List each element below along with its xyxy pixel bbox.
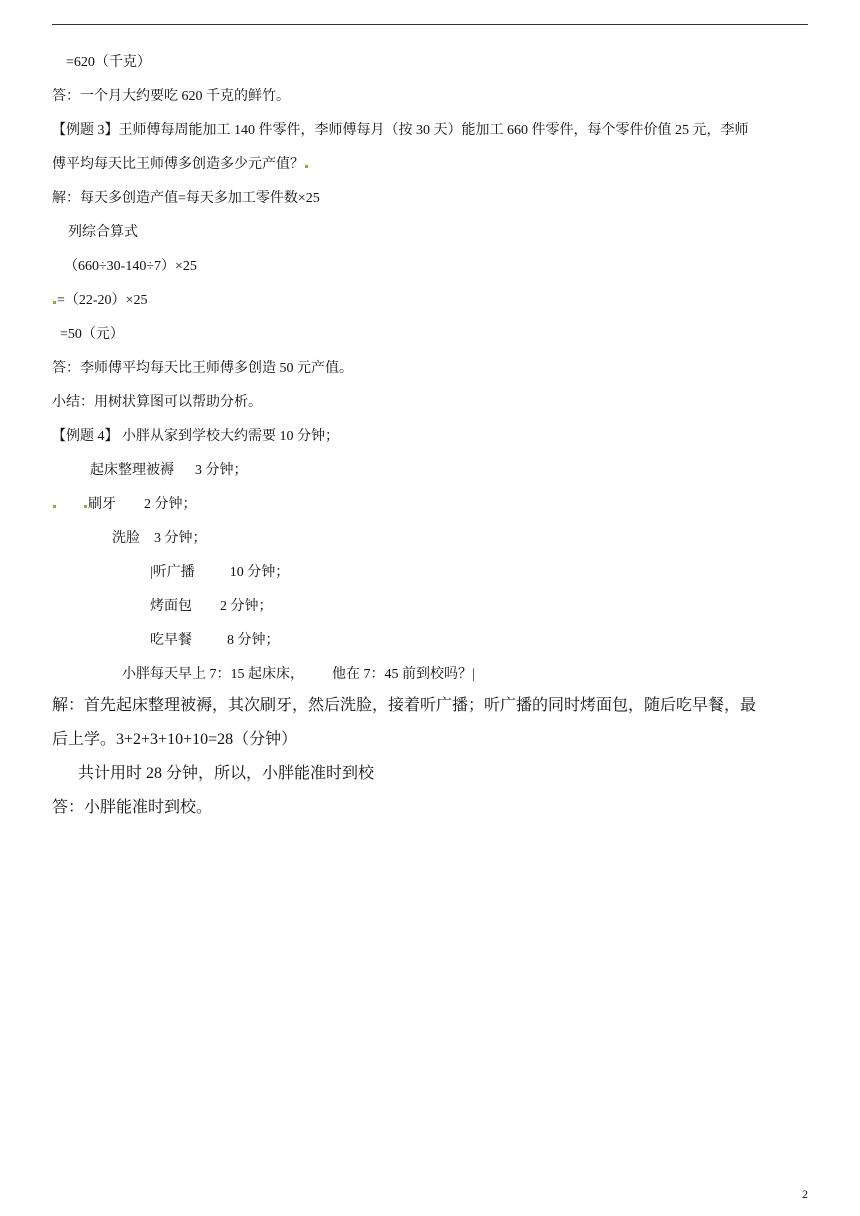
text-line: 解：首先起床整理被褥，其次刷牙，然后洗脸，接着听广播；听广播的同时烤面包，随后吃早餐，最	[52, 697, 757, 714]
text-line-with-mark	[52, 292, 147, 310]
text-line: =50（元）	[60, 327, 124, 342]
text-line: 【例题 3】王师傅每周能加工 140 件零件，李师傅每月（按 30 天）能加工 660 件零件，每个零件价值 25 元，李师	[52, 123, 749, 138]
page-number: 2	[802, 1187, 808, 1201]
text-line: 列综合算式	[68, 225, 138, 240]
text-span: 刷牙 2 分钟；	[88, 497, 197, 512]
text-line: 答：一个月大约要吃 620 千克的鲜竹。	[52, 89, 290, 104]
text-line-with-mark	[52, 496, 197, 514]
text-line: 烤面包 2 分钟；	[150, 599, 273, 614]
header-rule	[52, 24, 808, 25]
text-line: （660÷30-140÷7）×25	[64, 259, 197, 274]
stray-mark	[53, 301, 56, 304]
text-line: 小结：用树状算图可以帮助分析。	[52, 395, 262, 410]
stray-mark	[84, 505, 87, 508]
text-line: 吃早餐 8 分钟；	[150, 633, 280, 648]
text-span: =（22-20）×25	[57, 293, 148, 308]
stray-mark	[53, 505, 56, 508]
text-line-with-mark	[52, 156, 309, 174]
text-line: 后上学。3+2+3+10+10=28（分钟）	[52, 731, 298, 748]
text-line: 解：每天多创造产值=每天多加工零件数×25	[52, 191, 320, 206]
text-line: 小胖每天早上 7：15 起床床， 他在 7：45 前到校吗？|	[122, 667, 475, 682]
text-line: 答：小胖能准时到校。	[52, 799, 213, 816]
text-line: 洗脸 3 分钟；	[112, 531, 207, 546]
text-line: 【例题 4】 小胖从家到学校大约需要 10 分钟；	[52, 429, 339, 444]
text-line: =620（千克）	[66, 55, 151, 70]
stray-mark	[305, 165, 308, 168]
text-line: 起床整理被褥 3 分钟；	[90, 463, 248, 478]
text-line: 答：李师傅平均每天比王师傅多创造 50 元产值。	[52, 361, 353, 376]
text-span: 傅平均每天比王师傅多创造多少元产值？	[52, 157, 304, 172]
text-line: |听广播 10 分钟；	[150, 565, 290, 580]
text-line: 共计用时 28 分钟，所以，小胖能准时到校	[78, 765, 375, 782]
